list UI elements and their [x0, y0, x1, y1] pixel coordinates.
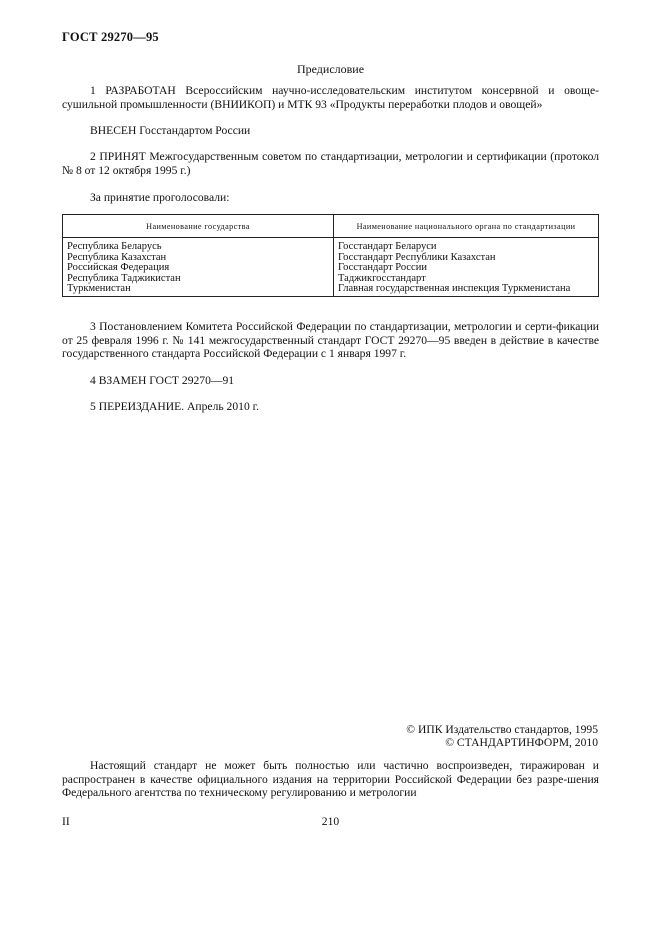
roman-page-number: II — [62, 815, 70, 828]
paragraph-adopted — [62, 150, 599, 177]
paragraph-reissue — [62, 400, 599, 414]
table-row — [63, 284, 599, 296]
copyright-block — [406, 723, 598, 749]
column-header-state: Наименование государства — [63, 215, 334, 238]
document-code: ГОСТ 29270—95 — [62, 30, 159, 44]
paragraph-introduced — [62, 124, 599, 138]
table-row — [63, 238, 599, 253]
voted-label: За принятие проголосовали: — [90, 191, 230, 204]
paragraph-reissue-text: 5 ПЕРЕИЗДАНИЕ. Апрель 2010 г. — [90, 400, 259, 413]
paragraph-replaces — [62, 374, 599, 388]
table-cell-state: Республика Беларусь — [63, 238, 334, 253]
table-cell-state: Республика Таджикистан — [63, 274, 334, 285]
copyright-line-1: © ИПК Издательство стандартов, 1995 — [406, 723, 598, 736]
paragraph-enacted — [62, 320, 599, 361]
column-header-body: Наименование национального органа по стандартизации — [334, 215, 599, 238]
page-title: Предисловие — [296, 62, 365, 76]
paragraph-developed — [62, 84, 599, 111]
table-cell-body: Госстандарт Республики Казахстан — [334, 253, 599, 264]
paragraph-enacted-text: 3 Постановлением Комитета Российской Федерации по стандартизации, метрологии и серти-фикации от 25 февраля 1996 г. № 141 межгосударственный стандарт ГОСТ 29270—95 введен в действие в качестве государственного стандарта Российской Федерации с 1 января 1997 г. — [62, 320, 599, 360]
reproduction-notice-text: Настоящий стандарт не может быть полностью или частично воспроизведен, тиражирован и распространен в качестве официального издания на территории Российской Федерации без разре-шения Федерального агентства по техническому регулированию и метрологии — [62, 759, 599, 799]
paragraph-replaces-text: 4 ВЗАМЕН ГОСТ 29270—91 — [90, 374, 235, 387]
table-header-row — [63, 215, 599, 238]
paragraph-introduced-text: ВНЕСЕН Госстандартом России — [90, 124, 251, 137]
table-cell-state: Республика Казахстан — [63, 253, 334, 264]
paragraph-adopted-text: 2 ПРИНЯТ Межгосударственным советом по стандартизации, метрологии и сертификации (протокол № 8 от 12 октября 1995 г.) — [62, 150, 599, 177]
table-cell-body: Таджикгосстандарт — [334, 274, 599, 285]
table-cell-body: Госстандарт России — [334, 263, 599, 274]
copyright-line-2: © СТАНДАРТИНФОРМ, 2010 — [445, 736, 598, 749]
reproduction-notice — [62, 759, 599, 800]
table-cell-body: Главная государственная инспекция Туркменистана — [334, 284, 599, 296]
table-cell-body: Госстандарт Беларуси — [334, 238, 599, 253]
states-table — [62, 214, 599, 297]
table-cell-state: Российская Федерация — [63, 263, 334, 274]
table-cell-state: Туркменистан — [63, 284, 334, 296]
page-number: 210 — [321, 815, 340, 828]
paragraph-developed-text: 1 РАЗРАБОТАН Всероссийским научно-исследовательским институтом консервной и овоще-сушильной промышленности (ВНИИКОП) и МТК 93 «Продукты переработки плодов и овощей» — [62, 84, 599, 111]
